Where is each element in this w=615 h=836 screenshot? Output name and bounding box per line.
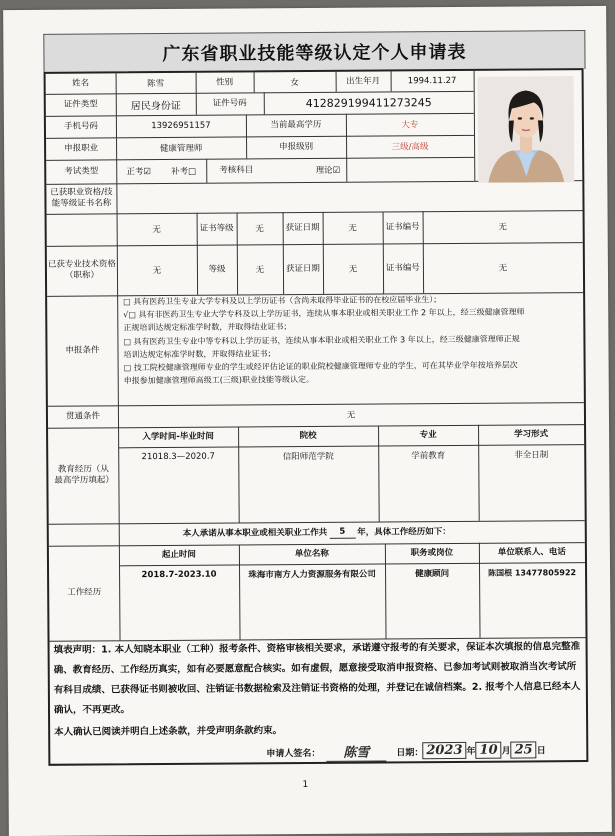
condition-line: 申报参加健康管理师高级工(三级)职业技能等级认定。 xyxy=(123,375,314,386)
education-history-label: 教育经历（从最高学历填起） xyxy=(54,464,114,486)
paper-sheet xyxy=(3,6,612,836)
page-number: 1 xyxy=(302,780,309,791)
signature-row xyxy=(50,740,586,766)
edu-school-value: 信阳师范学院 xyxy=(282,451,334,463)
cert-date-label: 获证日期 xyxy=(285,222,320,233)
work-col-position: 职务或岗位 xyxy=(410,547,454,558)
name-value: 陈雪 xyxy=(147,78,165,90)
edu-period-value: 21018.3—2020.7 xyxy=(141,451,215,463)
exam-type-label: 考试类型 xyxy=(64,165,99,177)
level2-label: 等级 xyxy=(208,264,226,275)
qual1-label-cont xyxy=(47,213,117,245)
condition-line: 正规培训达规定标准学时数，并取得结业证书； xyxy=(123,322,292,333)
sign-year: 2023 xyxy=(422,742,466,759)
condition-line: □ 技工院校健康管理师专业的学生或经评估论证的职业院校健康管理师专业的学生，可在其毕业学年按培养层次 xyxy=(123,360,518,373)
edu-col-form: 学习形式 xyxy=(514,428,549,440)
condition-line: 培训达规定标准学时数，并取得结业证书； xyxy=(123,349,276,360)
cert-date-value: 无 xyxy=(348,223,357,234)
gender-value: 女 xyxy=(290,78,299,89)
condition-line: □ 具有医药卫生专业中等专科以上学历证书，连续从事本职业或相关职业工作 3 年以上，经三级健康管理师正规 xyxy=(123,334,520,346)
date2-label: 获证日期 xyxy=(285,263,320,274)
work-col-period: 起止时间 xyxy=(161,549,196,560)
work-period-value: 2018.7-2023.10 xyxy=(141,569,217,581)
sign-month: 10 xyxy=(475,742,501,759)
level-label: 申报级别 xyxy=(279,141,314,152)
applicant-photo xyxy=(478,76,575,183)
work-col-contact: 单位联系人、电话 xyxy=(497,546,566,558)
cert-level-value: 无 xyxy=(255,224,264,235)
day-unit: 日 xyxy=(536,746,546,757)
qual1-name-value: 无 xyxy=(152,225,161,236)
phone-value: 13926951157 xyxy=(151,120,211,132)
name-label: 姓名 xyxy=(72,78,90,89)
id-no-value: 412829199411273245 xyxy=(305,95,432,110)
id-type-label: 证件类型 xyxy=(63,98,98,110)
job-label: 申报职业 xyxy=(64,142,99,154)
work-years-value: 5 xyxy=(329,527,355,539)
level2-value: 无 xyxy=(255,265,265,276)
through-label: 贯通条件 xyxy=(65,410,100,422)
declaration-text: 填表声明：1. 本人知晓本职业（工种）报考条件、资格审核相关要求，承诺遵守报考的有关要求，保证本次填报的信息完整准确、教育经历、工作经历真实，如有必要愿意配合核实。如有虚假，愿意接受取消申报资格、已参加考试则被取消当次考试所有科目成绩、已获得证书则被收回、注销证书数据检索及注销证书资格的处理，并登记在诚信档案。2. 报考个人信息已经本人确认，不再更改。 xyxy=(53,641,581,716)
condition-line: □ 具有医药卫生专业大学专科及以上学历证书（含尚未取得毕业证书的在校应届毕业生）； xyxy=(123,295,442,307)
work-position-value: 健康顾问 xyxy=(415,569,450,580)
no2-label: 证书编号 xyxy=(385,262,420,273)
job-value: 健康管理师 xyxy=(159,143,203,155)
qual2-name-value: 无 xyxy=(152,266,162,277)
level-value: 三级/高级 xyxy=(391,142,429,153)
exam-theory-option: 理论☑ xyxy=(315,165,341,176)
birth-label: 出生年月 xyxy=(346,75,381,87)
confirm-text: 本人确认已阅读并明白上述条款，并受声明条款约束。 xyxy=(54,725,283,738)
application-form xyxy=(44,68,589,766)
work-promise-suffix: 年，具体工作经历如下： xyxy=(357,526,451,538)
declaration xyxy=(54,637,585,743)
work-col-employer: 单位名称 xyxy=(294,548,329,559)
edu-major-value: 学前教育 xyxy=(411,451,446,462)
work-employer-value: 珠海市南方人力资源服务有限公司 xyxy=(248,569,376,581)
date-label: 日期： xyxy=(396,748,424,759)
education-value: 大专 xyxy=(401,120,419,131)
through-value: 无 xyxy=(346,410,356,421)
id-type-value: 居民身份证 xyxy=(130,100,181,112)
work-history-label: 工作经历 xyxy=(67,587,102,598)
sign-day: 25 xyxy=(511,741,537,758)
month-unit: 月 xyxy=(501,746,511,757)
cert-level-label: 证书等级 xyxy=(199,223,234,234)
form-title: 广东省职业技能等级认定个人申请表 xyxy=(43,30,585,73)
work-promise-text: 本人承诺从事本职业或相关职业工作共 xyxy=(182,527,328,539)
qual2-label: 已获专业技术资格（职称） xyxy=(47,259,116,281)
education-label: 当前最高学历 xyxy=(270,119,322,130)
gender-label: 性别 xyxy=(216,77,234,88)
edu-col-period: 入学时间-毕业时间 xyxy=(142,431,214,442)
signature: 陈雪 xyxy=(326,741,386,761)
edu-form-value: 非全日制 xyxy=(514,450,549,461)
conditions-label: 申报条件 xyxy=(65,344,100,356)
cert-no-value: 无 xyxy=(498,222,507,233)
exam-subject-label: 考核科目 xyxy=(219,164,254,176)
sign-label: 申请人签名： xyxy=(266,748,321,760)
edu-col-major: 专业 xyxy=(419,429,437,440)
birth-value: 1994.11.27 xyxy=(407,75,457,87)
exam-makeup-option: 补考□ xyxy=(171,166,197,177)
cert-no-label: 证书编号 xyxy=(385,221,420,232)
id-no-label: 证件号码 xyxy=(212,97,247,109)
exam-regular-option: 正考☑ xyxy=(126,167,151,178)
phone-label: 手机号码 xyxy=(63,120,98,132)
year-unit: 年 xyxy=(466,746,476,757)
condition-line: √□ 具有非医药卫生专业大学专科及以上学历证书，连续从事本职业或相关职业工作 2 年以上，经三级健康管理师 xyxy=(123,307,525,320)
work-contact-value: 陈国根 13477805922 xyxy=(488,567,577,578)
edu-col-school: 院校 xyxy=(299,430,317,441)
qual1-label: 已获职业资格/技能等级证书名称 xyxy=(50,187,113,209)
date2-value: 无 xyxy=(348,264,358,275)
conditions-list xyxy=(123,292,582,388)
no2-value: 无 xyxy=(498,263,508,274)
